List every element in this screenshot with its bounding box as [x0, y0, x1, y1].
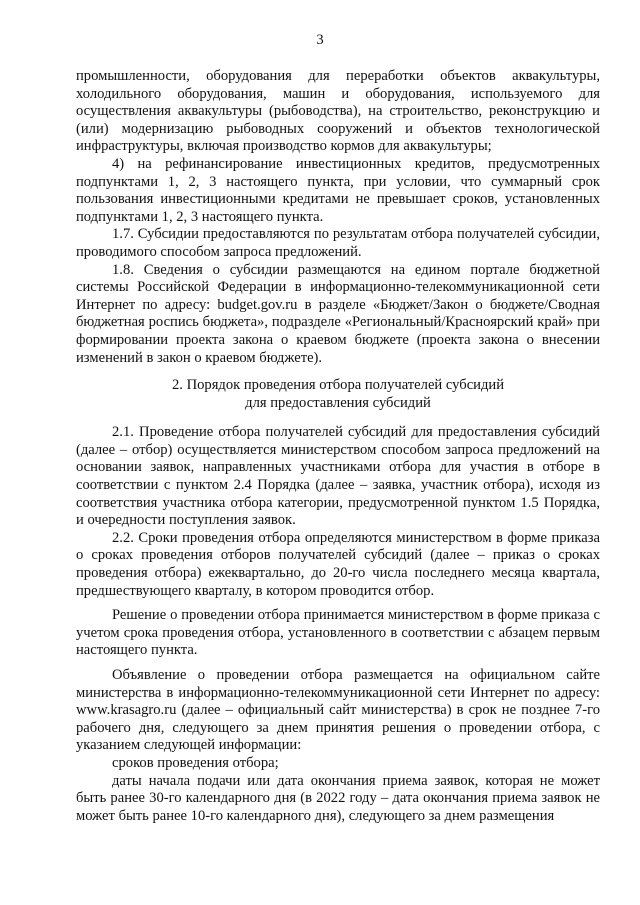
paragraph-decision: Решение о проведении отбора принимается министерством в форме приказа с учетом срока проведения отбора, установленного в соответствии с абзацем первым настоящего пункта.	[76, 607, 600, 659]
section-heading-line-2: для предоставления субсидий	[245, 394, 431, 411]
paragraph-2-1: 2.1. Проведение отбора получателей субсидий для предоставления субсидий (далее – отбор) осуществляется министерством способом запроса предложений на основании заявок, направленных участниками отбора для участия в отборе в соответствии с пунктом 2.4 Порядка (далее – заявка, участник отбора), исходя из соответствия участника отбора категории, предусмотренной пунктом 1.5 Порядка, и очередности поступления заявок.	[76, 424, 600, 529]
paragraph-1-7: 1.7. Субсидии предоставляются по результатам отбора получателей субсидии, проводимого способом запроса предложений.	[76, 226, 600, 260]
paragraph-continuation: промышленности, оборудования для переработки объектов аквакультуры, холодильного оборудования, машин и оборудования, используемого для осуществления аквакультуры (рыбоводства), на строительство, реконструкцию и (или) модернизацию рыбоводных сооружений и объектов технологической инфраструктуры, включая производство кормов для аквакультуры;	[76, 68, 600, 155]
document-body	[76, 68, 600, 825]
paragraph-subitem-4: 4) на рефинансирование инвестиционных кредитов, предусмотренных подпунктами 1, 2, 3 настоящего пункта, при условии, что суммарный срок пользования инвестиционными кредитами не превышает сроков, установленных подпунктами 1, 2, 3 настоящего пункта.	[76, 155, 600, 225]
paragraph-2-2: 2.2. Сроки проведения отбора определяются министерством в форме приказа о сроках проведения отборов получателей субсидий (далее – приказ о сроках проведения отбора) ежеквартально, до 20-го числа последнего месяца квартала, предшествующего кварталу, в котором проводится отбор.	[76, 529, 600, 599]
paragraph-announcement: Объявление о проведении отбора размещается на официальном сайте министерства в информационно-телекоммуникационной сети Интернет по адресу: www.krasagro.ru (далее – официальный сайт министерства) в срок не позднее 7-го рабочего дня, следующего за днем принятия решения о проведении отбора, с указанием следующей информации:	[76, 667, 600, 754]
paragraph-1-8: 1.8. Сведения о субсидии размещаются на едином портале бюджетной системы Российской Федерации в информационно-телекоммуникационной сети Интернет по адресу: budget.gov.ru в разделе «Бюджет/Закон о бюджете/Сводная бюджетная роспись бюджета», подразделе «Региональный/Красноярский край» при формировании проекта закона о краевом бюджете (проекта закона о внесении изменений в закон о краевом бюджете).	[76, 261, 600, 366]
page-number: 3	[316, 32, 324, 48]
section-heading-line-1: 2. Порядок проведения отбора получателей субсидий	[171, 377, 505, 394]
list-item-dates: даты начала подачи или дата окончания приема заявок, которая не может быть ранее 30-го календарного дня (в 2022 году – дата окончания приема заявок не может быть ранее 10-го календарного дня), следующего за днем размещения	[76, 772, 600, 824]
section-heading	[76, 377, 600, 412]
list-item-terms: сроков проведения отбора;	[112, 754, 279, 771]
